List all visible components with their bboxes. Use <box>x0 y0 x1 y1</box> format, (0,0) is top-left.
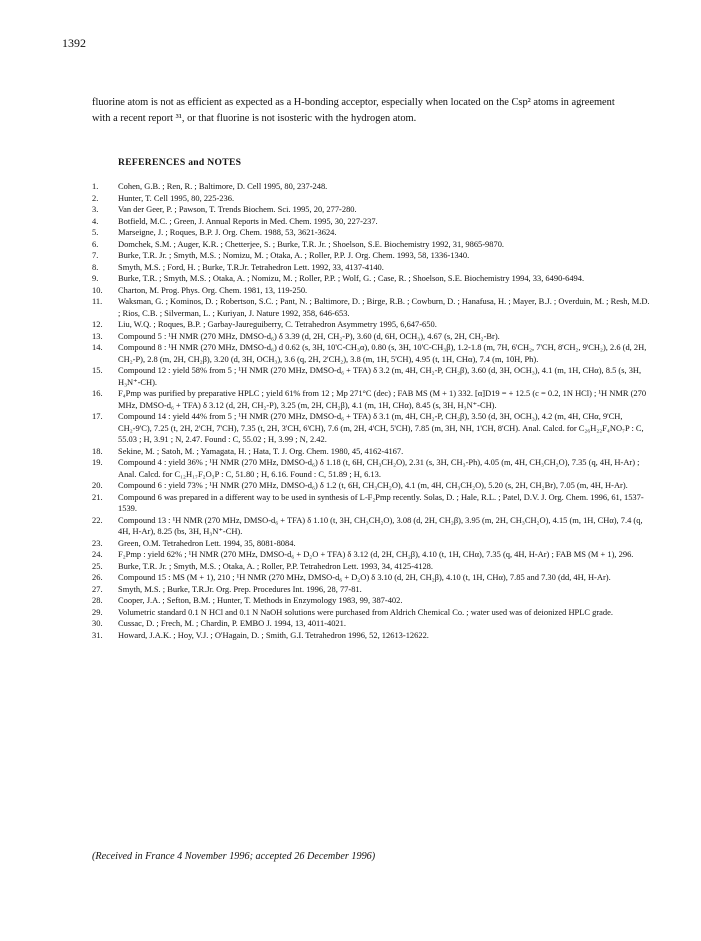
reference-item <box>92 285 652 297</box>
reference-number: 8. <box>92 261 99 272</box>
reference-item <box>92 227 652 239</box>
reference-text: Burke, T.R. Jr. ; Smyth, M.S. ; Nomizu, M. ; Otaka, A. ; Roller, P.P. J. Org. Chem. 1993, 58, 1336-1340. <box>118 250 470 260</box>
reference-number: 4. <box>92 215 99 226</box>
reference-text: Compound 6 was prepared in a different way to be used in synthesis of L-F₂Pmp recently. Solas, D. ; Hale, R.L. ; Patel, D.V. J. Org. Chem. 1996, 61, 1537-1539. <box>118 491 644 513</box>
reference-item <box>92 342 652 365</box>
reference-item <box>92 331 652 343</box>
reference-item <box>92 193 652 205</box>
reference-text: Van der Geer, P. ; Pawson, T. Trends Biochem. Sci. 1995, 20, 277-280. <box>118 204 357 214</box>
reference-text: Cohen, G.B. ; Ren, R. ; Baltimore, D. Cell 1995, 80, 237-248. <box>118 181 328 191</box>
reference-number: 30. <box>92 618 103 628</box>
reference-number: 25. <box>92 560 103 571</box>
reference-text: Compound 5 : ¹H NMR (270 MHz, DMSO-d₆) δ 3.39 (d, 2H, CH₂-P), 3.60 (d, 6H, OCH₃), 4.67 (s, 2H, CH₂-Br). <box>118 330 500 341</box>
reference-text: F₂Pmp : yield 62% ; ¹H NMR (270 MHz, DMSO-d₆ + D₂O + TFA) δ 3.12 (d, 2H, CH₂β), 4.10 (t, 1H, CHα), 7.35 (q, 4H, H-Ar) ; FAB MS (M + 1), 296. <box>118 549 634 559</box>
reference-text: Sekine, M. ; Satoh, M. ; Yamagata, H. ; Hata, T. J. Org. Chem. 1980, 45, 4162-4167. <box>118 445 404 456</box>
reference-text: Compound 15 : MS (M + 1), 210 ; ¹H NMR (270 MHz, DMSO-d₆ + D₂O) δ 3.10 (d, 2H, CH₂β), 4.10 (t, 1H, CHα), 7.85 and 7.30 (dd, 4H, H-Ar). <box>118 572 611 582</box>
reference-item <box>92 365 652 388</box>
reference-number: 27. <box>92 583 103 594</box>
reference-number: 12. <box>92 319 103 329</box>
reference-text: Compound 8 : ¹H NMR (270 MHz, DMSO-d₆) d 0.62 (s, 3H, 10'C-CH₃α), 0.80 (s, 3H, 10'C-CH₃β), 1.2-1.8 (m, 7H, 6'CH₂, 7'CH, 8'CH₂, 9'CH₂), 2.6 (d, 2H, CH₂-P), 2.8 (m, 2H, CH₂β), 3.20 (d, 3H, OCH₃), 3.6 (q, 2H, 2'CH₂), 3.8 (m, 1H, 5'CH), 4.95 (t, 1H, CHα), 7.4 (m, 10H, Ph). <box>118 342 647 364</box>
reference-number: 24. <box>92 549 103 559</box>
reference-number: 10. <box>92 284 103 295</box>
reference-number: 23. <box>92 537 103 548</box>
intro-paragraph: fluorine atom is not as efficient as expected as a H-bonding acceptor, especially when located on the Csp² atoms in agreement with a recent report ³¹, or that fluorine is not isosteric with the hydrogen atom. <box>92 97 615 124</box>
reference-text: Howard, J.A.K. ; Hoy, V.J. ; O'Hagain, D. ; Smith, G.I. Tetrahedron 1996, 52, 12613-12622. <box>118 629 429 640</box>
reference-number: 18. <box>92 445 103 456</box>
reference-number: 11. <box>92 296 103 306</box>
received-note: (Received in France 4 November 1996; accepted 26 December 1996) <box>92 851 376 862</box>
reference-number: 1. <box>92 181 99 191</box>
reference-number: 15. <box>92 365 103 375</box>
reference-item <box>92 457 652 480</box>
reference-number: 21. <box>92 491 103 502</box>
reference-text: Compound 13 : ¹H NMR (270 MHz, DMSO-d₆ + TFA) δ 1.10 (t, 3H, CH₃CH₂O), 3.08 (d, 2H, CH₂β), 3.95 (m, 2H, CH₃CH₂O), 4.15 (m, 1H, CHα), 7.4 (q, 4H, H-Ar), 8.25 (bs, 3H, H₃N⁺-CH). <box>118 514 643 536</box>
reference-item <box>92 561 652 573</box>
reference-number: 31. <box>92 629 103 640</box>
reference-text: Botfield, M.C. ; Green, J. Annual Reports in Med. Chem. 1995, 30, 227-237. <box>118 215 378 226</box>
reference-number: 7. <box>92 250 99 260</box>
reference-item <box>92 515 652 538</box>
reference-text: Charton, M. Prog. Phys. Org. Chem. 1981, 13, 119-250. <box>118 284 308 295</box>
reference-number: 14. <box>92 342 103 352</box>
reference-text: Compound 12 : yield 58% from 5 ; ¹H NMR (270 MHz, DMSO-d₆ + TFA) δ 3.2 (m, 4H, CH₂-P, CH₂β), 3.60 (d, 3H, OCH₃), 4.1 (m, 1H, CHα), 8.5 (s, 3H, H₃N⁺-CH). <box>118 365 642 387</box>
reference-item <box>92 492 652 515</box>
reference-text: Compound 14 : yield 44% from 5 ; ¹H NMR (270 MHz, DMSO-d₆ + TFA) δ 3.1 (m, 4H, CH₂-P, CH₂β), 3.50 (d, 3H, OCH₃), 4.2 (m, 4H, CHα, 9'CH, CH₂-9'C), 7.25 (t, 2H, 2'CH, 7'CH), 7.35 (t, 2H, 3'CH, 6'CH), 7.6 (m, 2H, 4'CH, 5'CH), 7.85 (m, 3H, NH, 1'CH, 8'CH). Anal. Calcd. for C₂₆H₂₂F₄NO₇P : C, 55.03 ; H, 3.91 ; N, 2.47. Found : C, 55.02 ; H, 3.99 ; N, 2.42. <box>118 411 644 444</box>
reference-number: 6. <box>92 238 99 249</box>
reference-item <box>92 273 652 285</box>
reference-item <box>92 181 652 193</box>
reference-text: Green, O.M. Tetrahedron Lett. 1994, 35, 8081-8084. <box>118 537 296 548</box>
reference-text: Domchek, S.M. ; Auger, K.R. ; Chetterjee, S. ; Burke, T.R. Jr. ; Shoelson, S.E. Biochemistry 1992, 31, 9865-9870. <box>118 238 505 249</box>
reference-text: Compound 4 : yield 36% ; ¹H NMR (270 MHz, DMSO-d₆) δ 1.18 (t, 6H, CH₃CH₂O), 2.31 (s, 3H, CH₃-Ph), 4.05 (m, 4H, CH₃CH₂O), 7.35 (q, 4H, H-Ar) ; Anal. Calcd. for C₁₂H₁₇F₂O₃P : C, 51.80 ; H, 6.16. Found : C, 51.89 ; H, 6.13. <box>118 457 640 479</box>
reference-number: 9. <box>92 273 99 283</box>
reference-text: Volumetric standard 0.1 N HCl and 0.1 N NaOH solutions were purchased from Aldrich Chemical Co. ; water used was of deionized HPLC grade. <box>118 606 613 617</box>
reference-number: 5. <box>92 227 99 237</box>
reference-item <box>92 388 652 411</box>
reference-item <box>92 538 652 550</box>
reference-number: 16. <box>92 388 103 398</box>
reference-item <box>92 618 652 630</box>
reference-text: Burke, T.R. ; Smyth, M.S. ; Otaka, A. ; Nomizu, M. ; Roller, P.P. ; Wolf, G. ; Case, R. ; Shoelson, S.E. Biochemistry 1994, 33, 6490-6494. <box>118 273 585 283</box>
reference-text: Waksman, G. ; Kominos, D. ; Robertson, S.C. ; Pant, N. ; Baltimore, D. ; Birge, R.B. ; Cowburn, D. ; Hanafusa, H. ; Mayer, B.J. ; Overduin, M. ; Resh, M.D. ; Rios, C.B. ; Silverman, L. ; Kuriyan, J. Nature 1992, 358, 646-653. <box>118 296 650 318</box>
reference-item <box>92 607 652 619</box>
reference-item <box>92 584 652 596</box>
reference-item <box>92 595 652 607</box>
reference-item <box>92 262 652 274</box>
reference-item <box>92 250 652 262</box>
reference-item <box>92 446 652 458</box>
reference-text: Smyth, M.S. ; Burke, T.R.Jr. Org. Prep. Procedures Int. 1996, 28, 77-81. <box>118 583 362 594</box>
reference-item <box>92 204 652 216</box>
reference-text: Burke, T.R. Jr. ; Smyth, M.S. ; Otaka, A. ; Roller, P.P. Tetrahedron Lett. 1993, 34, 4125-4128. <box>118 560 433 571</box>
reference-item <box>92 216 652 228</box>
references-list <box>92 181 652 641</box>
reference-text: Liu, W.Q. ; Roques, B.P. ; Garbay-Jaureguiberry, C. Tetrahedron Asymmetry 1995, 6,647-650. <box>118 319 437 329</box>
reference-item <box>92 319 652 331</box>
reference-number: 17. <box>92 411 103 421</box>
reference-number: 29. <box>92 606 103 617</box>
reference-item <box>92 630 652 642</box>
reference-number: 3. <box>92 204 99 214</box>
references-heading: REFERENCES and NOTES <box>118 157 242 168</box>
reference-text: Hunter, T. Cell 1995, 80, 225-236. <box>118 192 235 203</box>
reference-item <box>92 549 652 561</box>
page-number: 1392 <box>62 36 86 50</box>
reference-number: 20. <box>92 480 103 490</box>
reference-number: 28. <box>92 595 103 605</box>
reference-text: Marseigne, J. ; Roques, B.P. J. Org. Chem. 1988, 53, 3621-3624. <box>118 227 337 237</box>
reference-text: Compound 6 : yield 73% ; ¹H NMR (270 MHz, DMSO-d₆) δ 1.2 (t, 6H, CH₃CH₂O), 4.1 (m, 4H, CH₃CH₂O), 5.20 (s, 2H, CH₂Br), 7.05 (m, 4H, H-Ar). <box>118 480 628 490</box>
reference-text: Cooper, J.A. ; Sefton, B.M. ; Hunter, T. Methods in Enzymology 1983, 99, 387-402. <box>118 595 403 605</box>
reference-number: 26. <box>92 572 103 582</box>
reference-number: 19. <box>92 457 103 467</box>
reference-number: 2. <box>92 192 99 203</box>
reference-text: Cussac, D. ; Frech, M. ; Chardin, P. EMBO J. 1994, 13, 4011-4021. <box>118 618 346 628</box>
reference-item <box>92 411 652 446</box>
reference-text: Smyth, M.S. ; Ford, H. ; Burke, T.R.Jr. Tetrahedron Lett. 1992, 33, 4137-4140. <box>118 261 384 272</box>
reference-number: 13. <box>92 330 103 341</box>
reference-item <box>92 296 652 319</box>
reference-item <box>92 239 652 251</box>
reference-item <box>92 480 652 492</box>
reference-number: 22. <box>92 514 103 525</box>
reference-text: F₄Pmp was purified by preparative HPLC ; yield 61% from 12 ; Mp 271°C (dec) ; FAB MS (M + 1) 332. [α]D19 = + 12.5 (c = 0.2, 1N HCl) ; ¹H NMR (270 MHz, DMSO-d₆ + TFA) δ 3.12 (d, 2H, CH₂-P), 3.25 (m, 2H, CH₂β), 4.1 (m, 1H, CHα), 8.45 (s, 3H, H₃N⁺-CH). <box>118 388 647 410</box>
reference-item <box>92 572 652 584</box>
